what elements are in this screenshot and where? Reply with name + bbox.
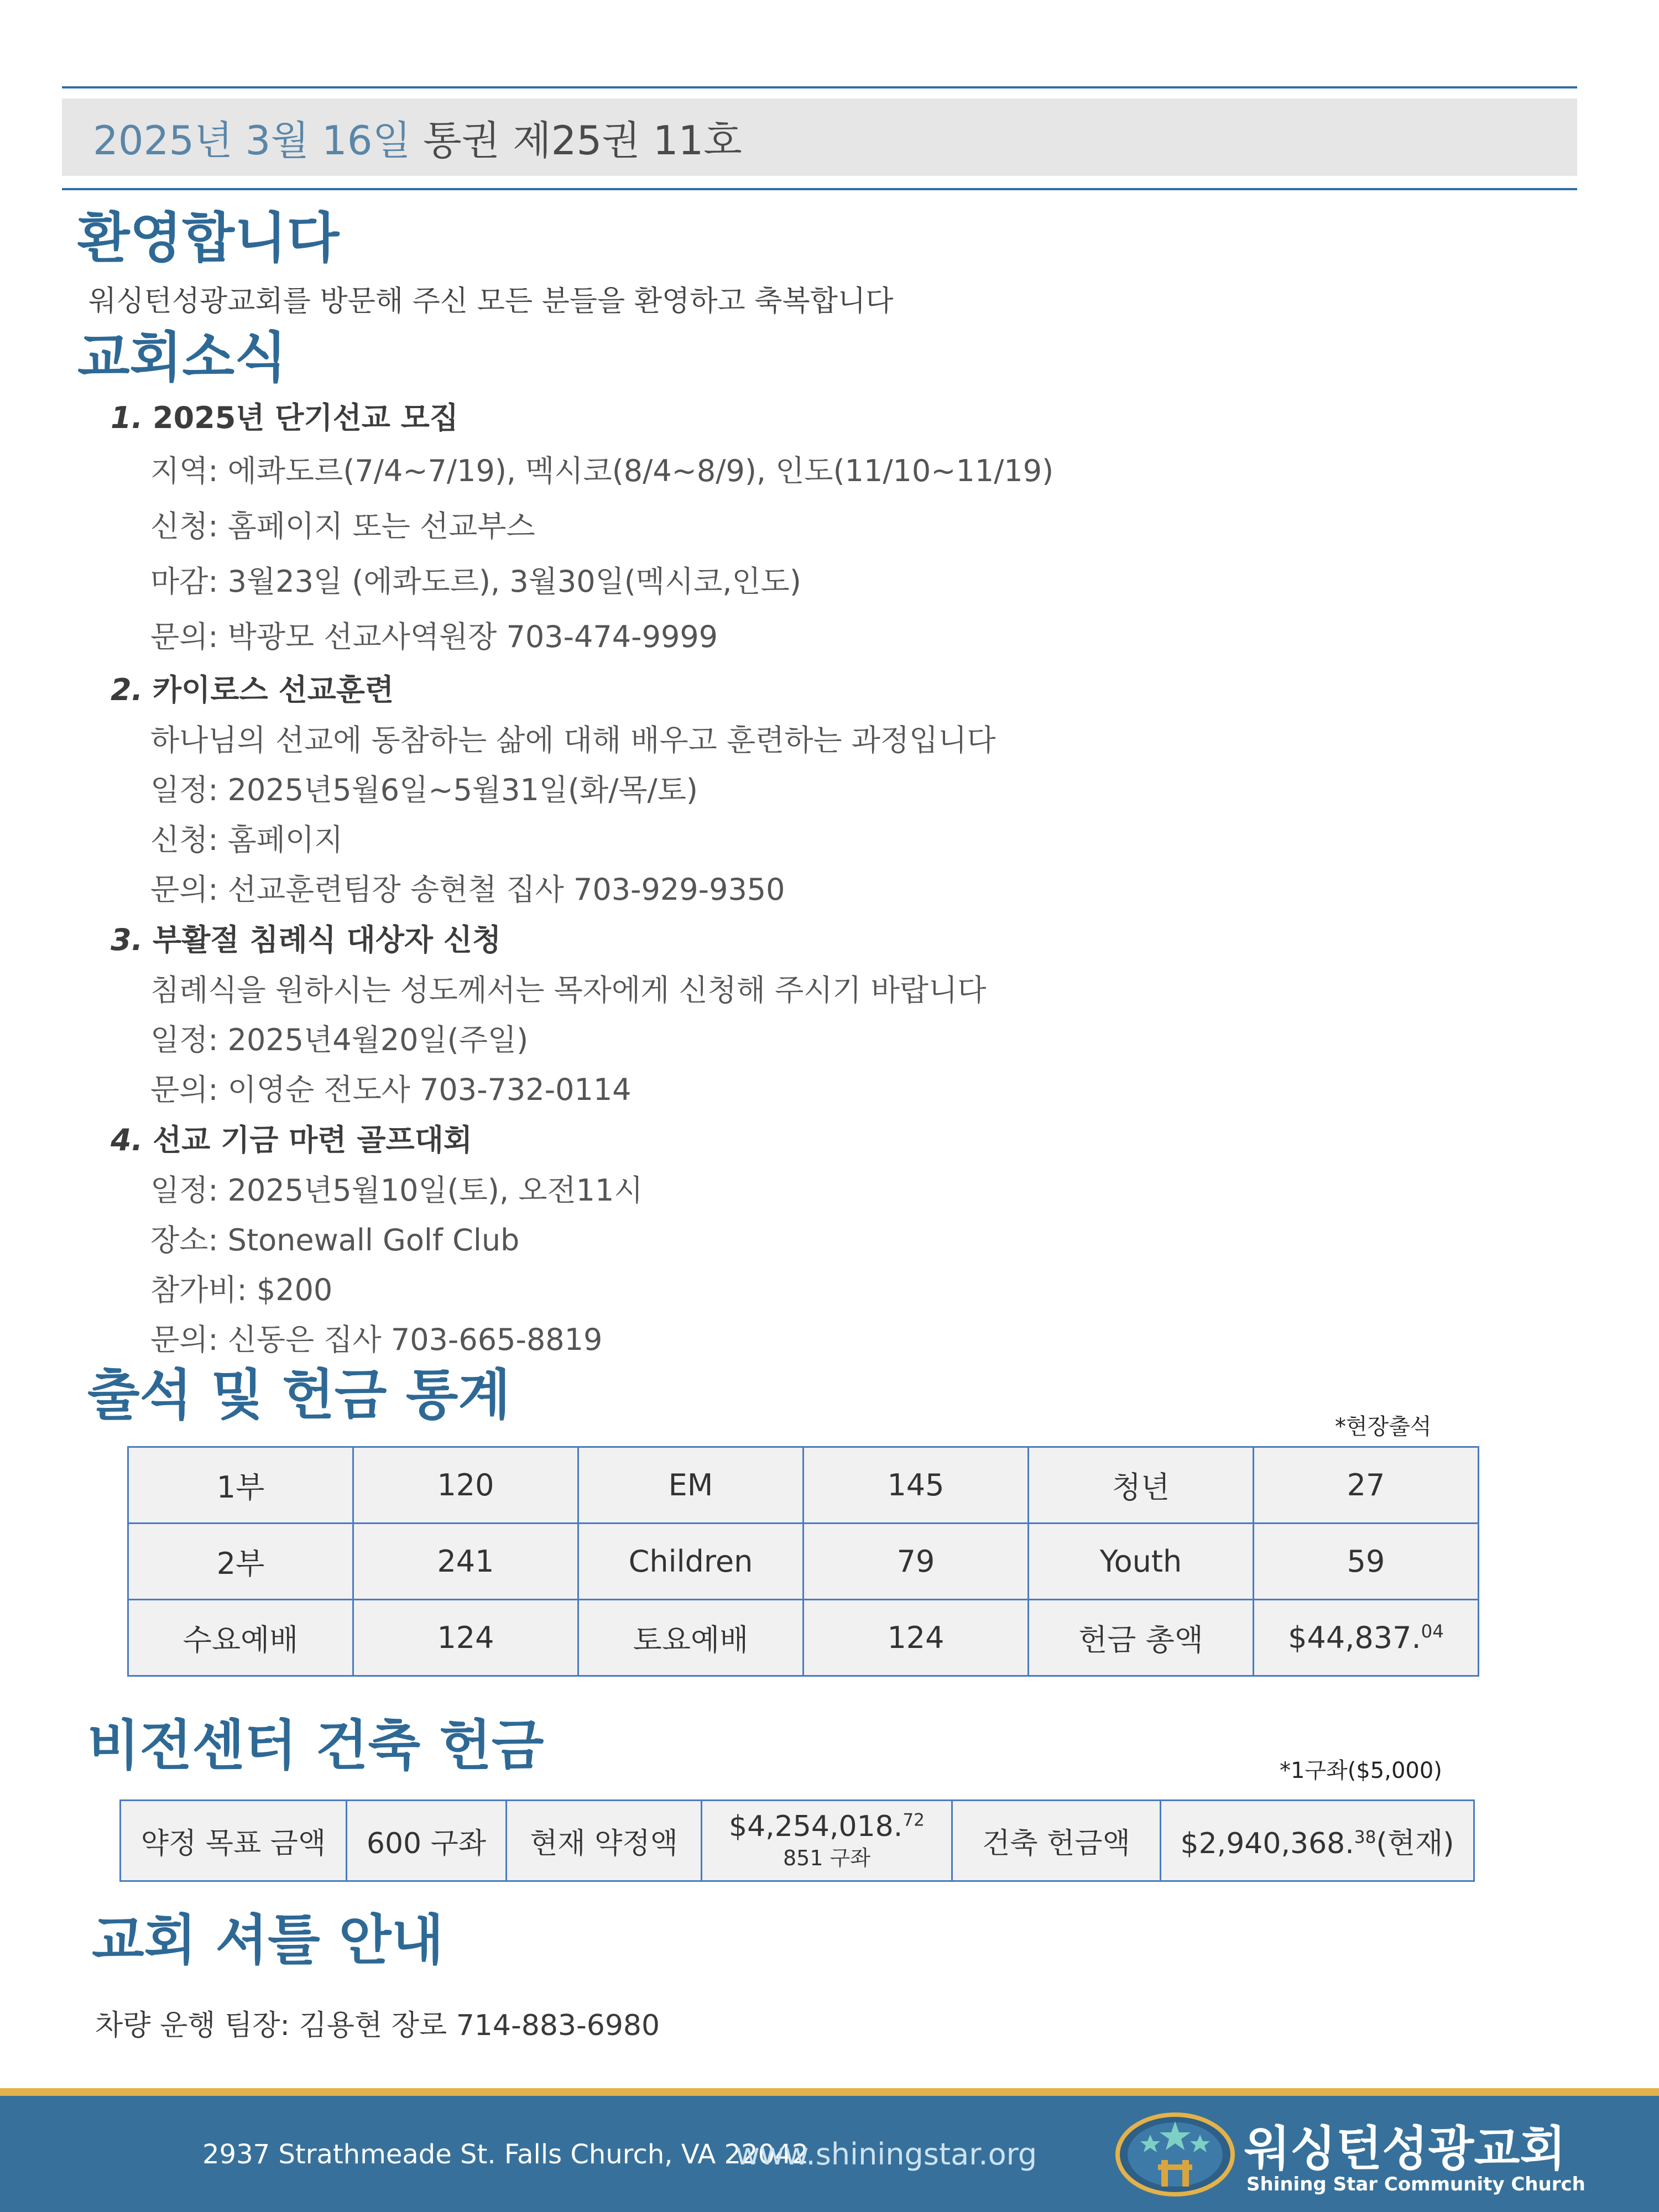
footer	[0, 2096, 1659, 2212]
news-item	[111, 915, 1548, 1115]
issue-header	[62, 98, 1577, 176]
item-title-text: 부활절 침례식 대상자 신청	[153, 922, 502, 957]
table-row	[128, 1447, 1479, 1524]
news-list	[111, 393, 1548, 1365]
attendance-table	[127, 1446, 1479, 1677]
footer-church-name-en: Shining Star Community Church	[1246, 2173, 1585, 2195]
news-item	[111, 393, 1548, 665]
news-item	[111, 1115, 1548, 1365]
goal-value-cell: 600 구좌	[347, 1801, 507, 1881]
table-cell: 120	[353, 1447, 578, 1524]
building-table	[119, 1799, 1475, 1882]
news-item-title	[111, 665, 1548, 716]
building-title: 비전센터 건축 헌금	[87, 1714, 544, 1777]
table-row	[121, 1801, 1474, 1881]
offering-total-cell	[1254, 1600, 1479, 1676]
shuttle-title: 교회 셔틀 안내	[92, 1909, 444, 1972]
table-cell: 청년	[1029, 1447, 1254, 1524]
offering-value-cell	[1161, 1801, 1474, 1881]
attendance-note: *현장출석	[1335, 1414, 1432, 1439]
table-cell: 2부	[128, 1524, 353, 1600]
table-cell: 145	[804, 1447, 1029, 1524]
building-offering-cents: 38	[1354, 1827, 1376, 1848]
footer-stripe	[0, 2088, 1659, 2096]
news-line: 일정: 2025년5월6일~5월31일(화/목/토)	[150, 773, 698, 807]
item-number: 3.	[111, 922, 143, 957]
item-title-text: 카이로스 선교훈련	[153, 672, 394, 707]
building-offering-suffix: (현재)	[1376, 1827, 1454, 1860]
table-cell: Children	[578, 1524, 804, 1600]
pledged-amount: $4,254,018.	[729, 1810, 903, 1843]
pledged-value-cell	[702, 1801, 952, 1881]
news-line: 장소: Stonewall Golf Club	[150, 1223, 520, 1258]
news-line: 문의: 박광모 선교사역원장 703-474-9999	[150, 619, 718, 654]
attendance-title: 출석 및 헌금 통계	[87, 1364, 511, 1427]
table-cell: 수요예배	[128, 1600, 353, 1676]
building-note: *1구좌($5,000)	[1280, 1758, 1442, 1783]
table-cell: Youth	[1029, 1524, 1254, 1600]
item-number: 2.	[111, 672, 143, 707]
item-number: 1.	[111, 400, 143, 435]
welcome-text: 워싱턴성광교회를 방문해 주신 모든 분들을 환영하고 축복합니다	[88, 285, 894, 318]
table-cell: 토요예배	[578, 1600, 804, 1676]
news-line: 신청: 홈페이지	[150, 822, 343, 857]
header-bottom-rule	[62, 188, 1577, 190]
welcome-title: 환영합니다	[77, 207, 340, 270]
issue-volume: 통권 제25권 11호	[423, 117, 742, 164]
table-row	[128, 1524, 1479, 1600]
table-cell: 27	[1254, 1447, 1479, 1524]
news-line: 일정: 2025년4월20일(주일)	[150, 1022, 529, 1057]
news-item-title	[111, 393, 1548, 444]
news-line: 마감: 3월23일 (에콰도르), 3월30일(멕시코,인도)	[150, 564, 801, 599]
pledged-label-cell: 현재 약정액	[507, 1801, 702, 1881]
item-title-text: 2025년 단기선교 모집	[153, 400, 459, 435]
offering-total-value: $44,837.	[1288, 1620, 1421, 1655]
item-title-text: 선교 기금 마련 골프대회	[153, 1123, 473, 1157]
pledged-units: 851 구좌	[782, 1846, 871, 1870]
offering-label-cell: 건축 헌금액	[952, 1801, 1161, 1881]
table-cell: 헌금 총액	[1029, 1600, 1254, 1676]
table-cell: EM	[578, 1447, 804, 1524]
news-item-title	[111, 1115, 1548, 1166]
pledged-cents: 72	[902, 1810, 925, 1830]
shuttle-text: 차량 운행 팀장: 김용현 장로 714-883-6980	[95, 2009, 660, 2042]
footer-church-name: 워싱턴성광교회	[1244, 2121, 1566, 2177]
header-top-rule	[62, 86, 1577, 88]
offering-total-cents: 04	[1421, 1621, 1444, 1642]
news-line: 신청: 홈페이지 또는 선교부스	[150, 509, 535, 544]
table-cell: 124	[353, 1600, 578, 1676]
item-number: 4.	[111, 1123, 143, 1157]
news-line: 침례식을 원하시는 성도께서는 목자에게 신청해 주시기 바랍니다	[150, 973, 987, 1008]
footer-address: 2937 Strathmeade St. Falls Church, VA 22042	[202, 2139, 809, 2170]
news-line: 참가비: $200	[150, 1272, 333, 1307]
news-line: 문의: 이영순 전도사 703-732-0114	[150, 1072, 632, 1107]
news-line: 일정: 2025년5월10일(토), 오전11시	[150, 1173, 643, 1208]
news-item	[111, 665, 1548, 915]
footer-website-link[interactable]: www.shiningstar.org	[735, 2137, 1037, 2172]
news-line: 문의: 선교훈련팀장 송현철 집사 703-929-9350	[150, 872, 785, 907]
table-cell: 79	[804, 1524, 1029, 1600]
issue-date: 2025년 3월 16일	[93, 117, 411, 164]
goal-label-cell: 약정 목표 금액	[121, 1801, 347, 1881]
news-line: 하나님의 선교에 동참하는 삶에 대해 배우고 훈련하는 과정입니다	[150, 723, 996, 758]
news-item-title	[111, 915, 1548, 966]
news-line: 지역: 에콰도르(7/4~7/19), 멕시코(8/4~8/9), 인도(11/10~11/19)	[150, 453, 1054, 488]
table-row	[128, 1600, 1479, 1676]
table-cell: 241	[353, 1524, 578, 1600]
building-offering-amount: $2,940,368.	[1180, 1827, 1354, 1860]
news-line: 문의: 신동은 집사 703-665-8819	[150, 1322, 603, 1357]
table-cell: 59	[1254, 1524, 1479, 1600]
table-cell: 124	[804, 1600, 1029, 1676]
table-cell: 1부	[128, 1447, 353, 1524]
church-logo-icon	[1112, 2109, 1239, 2200]
news-title: 교회소식	[77, 326, 287, 389]
